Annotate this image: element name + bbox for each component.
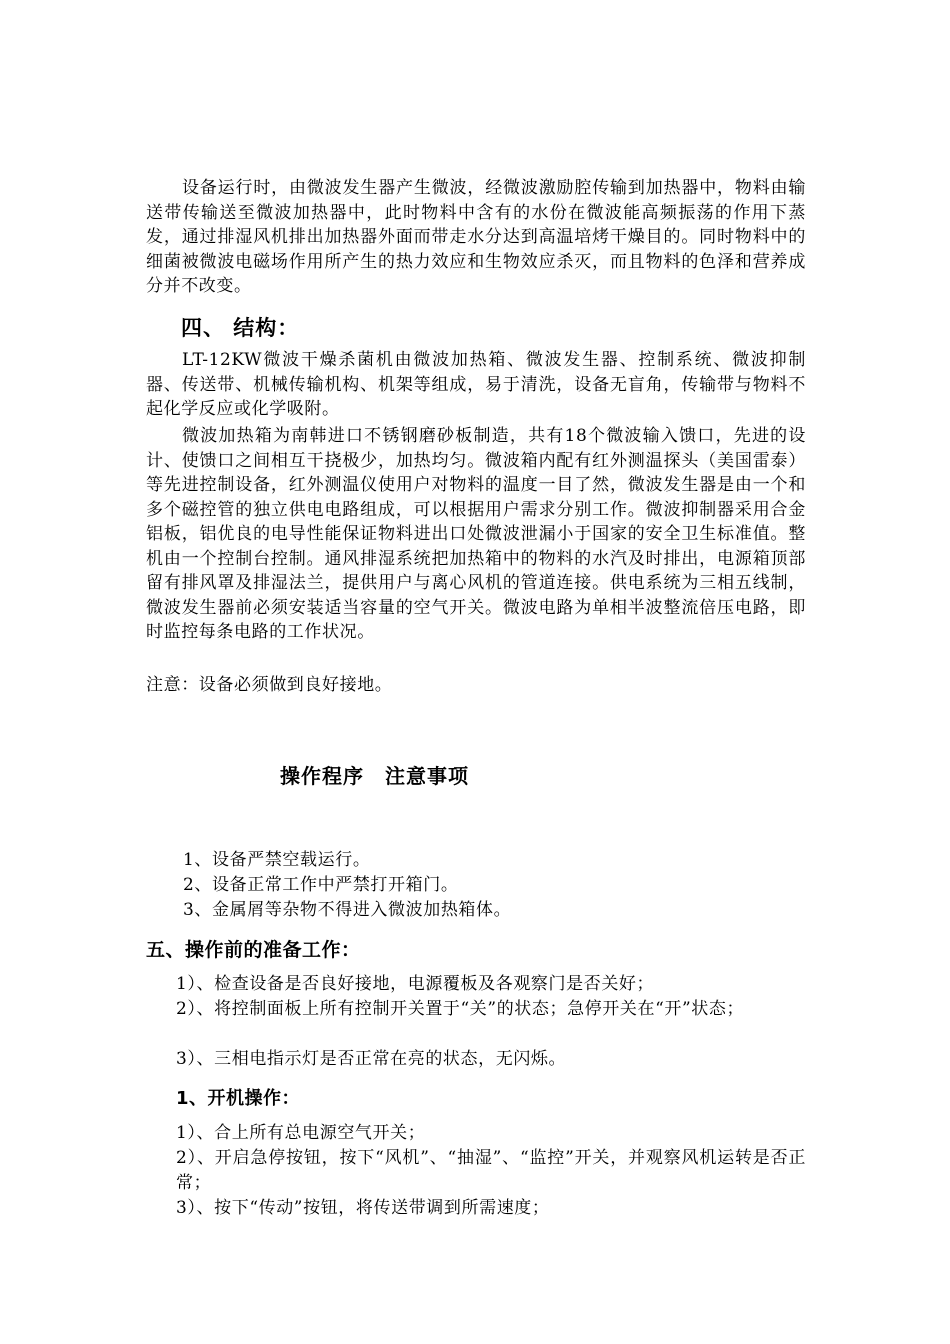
operation-item-2: 2、设备正常工作中严禁打开箱门。 <box>183 875 459 895</box>
section5-item-2: 2）、将控制面板上所有控制开关置于“关”的状态；急停开关在“开”状态； <box>176 999 745 1019</box>
operation-title: 操作程序 注意事项 <box>280 764 469 788</box>
section4-note: 注意：设备必须做到良好接地。 <box>146 675 393 695</box>
operation-item-3: 3、金属屑等杂物不得进入微波加热箱体。 <box>183 900 512 920</box>
startup-item-2: 2）、开启急停按钮，按下“风机”、“抽湿”、“监控”开关，并观察风机运转是否正常； <box>176 1148 806 1193</box>
section4-paragraph-2: 微波加热箱为南韩进口不锈钢磨砂板制造，共有18个微波输入馈口，先进的设计、使馈口之间相互干挠极少，加热均匀。微波箱内配有红外测温探头（美国雷泰）等先进控制设备，红外测温仪使用户对物料的温度一目了然，微波发生器是由一个和多个磁控管的独立供电电路组成，可以根据用户需求分别工作。微波抑制器采用合金铝板，铝优良的电导性能保证物料进出口处微波泄漏小于国家的安全卫生标准值。整机由一个控制台控制。通风排湿系统把加热箱中的物料的水汽及时排出，电源箱顶部留有排风罩及排湿法兰，提供用户与离心风机的管道连接。供电系统为三相五线制，微波发生器前必须安装适当容量的空气开关。微波电路为单相半波整流倍压电路，即时监控每条电路的工作状况。 <box>146 426 806 642</box>
section4-heading: 四、 结构： <box>181 316 300 340</box>
intro-paragraph: 设备运行时，由微波发生器产生微波，经微波激励腔传输到加热器中，物料由输送带传输送至微波加热器中，此时物料中含有的水份在微波能高频振荡的作用下蒸发，通过排湿风机排出加热器外面而带走水分达到高温培烤干燥目的。同时物料中的细菌被微波电磁场作用所产生的热力效应和生物效应杀灭，而且物料的色泽和营养成分并不改变。 <box>146 178 806 296</box>
section5-item-1: 1）、检查设备是否良好接地，电源覆板及各观察门是否关好； <box>176 974 655 994</box>
section5-heading: 五、操作前的准备工作： <box>146 939 361 961</box>
section4-paragraph-1: LT-12KW微波干燥杀菌机由微波加热箱、微波发生器、控制系统、微波抑制器、传送带、机械传输机构、机架等组成，易于清洗，设备无盲角，传输带与物料不起化学反应或化学吸附。 <box>146 350 806 419</box>
startup-item-1: 1）、合上所有总电源空气开关； <box>176 1123 426 1143</box>
startup-item-3: 3）、按下“传动”按钮，将传送带调到所需速度； <box>176 1198 550 1218</box>
startup-heading: 1、开机操作： <box>176 1088 301 1109</box>
operation-item-1: 1、设备严禁空载运行。 <box>183 850 371 870</box>
section5-item-3: 3）、三相电指示灯是否正常在亮的状态，无闪烁。 <box>176 1049 567 1069</box>
